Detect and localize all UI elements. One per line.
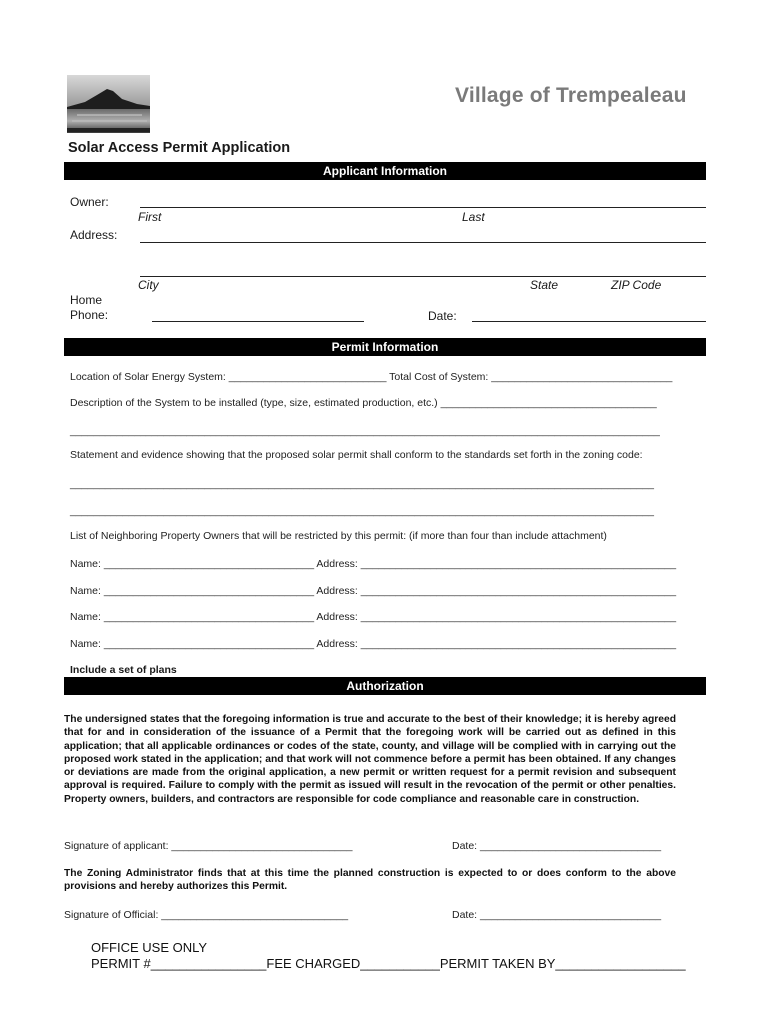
zip-caption: ZIP Code <box>611 278 662 292</box>
city-caption: City <box>138 278 159 292</box>
mountain-lake-photo <box>67 75 150 133</box>
neighbor-row[interactable]: Name: ____________________________________ Address: ______________________________________________________ <box>70 638 677 650</box>
neighbors-instruction: List of Neighboring Property Owners that will be restricted by this permit: (if more than four than include attachment) <box>70 530 607 542</box>
state-caption: State <box>530 278 559 292</box>
date-label: Date: <box>428 309 457 323</box>
neighbor-row[interactable]: Name: ____________________________________ Address: ______________________________________________________ <box>70 585 677 597</box>
description-line[interactable]: Description of the System to be installed (type, size, estimated production, etc.) _____________________________________ <box>70 397 657 409</box>
neighbor-row[interactable]: Name: ____________________________________ Address: ______________________________________________________ <box>70 611 677 623</box>
owner-name-field[interactable] <box>140 207 706 208</box>
permit-section-header: Permit Information <box>64 338 706 356</box>
applicant-date-field[interactable] <box>472 321 706 322</box>
office-use-heading: OFFICE USE ONLY <box>91 940 208 955</box>
city-state-zip-field[interactable] <box>140 276 706 277</box>
authorization-section-header: Authorization <box>64 677 706 695</box>
official-signature-line[interactable]: Signature of Official: ________________________________ <box>64 909 349 921</box>
statement-blank-line-2[interactable]: ____________________________________________________________________________________________________ <box>70 505 654 517</box>
applicant-signature-line[interactable]: Signature of applicant: _______________________________ <box>64 840 353 852</box>
statement-blank-line-1[interactable]: ____________________________________________________________________________________________________ <box>70 478 654 490</box>
address-field[interactable] <box>140 242 706 243</box>
applicant-signature-date[interactable]: Date: _______________________________ <box>452 840 662 852</box>
official-signature-date[interactable]: Date: _______________________________ <box>452 909 662 921</box>
address-label: Address: <box>70 228 118 242</box>
location-cost-line[interactable]: Location of Solar Energy System: ___________________________ Total Cost of System: _______________________________ <box>70 371 673 383</box>
statement-line: Statement and evidence showing that the proposed solar permit shall conform to the standards set forth in the zoning code: <box>70 449 643 461</box>
owner-label: Owner: <box>70 195 109 209</box>
home-phone-field[interactable] <box>152 321 364 322</box>
home-label: Home <box>70 293 103 307</box>
form-title: Solar Access Permit Application <box>68 140 291 156</box>
description-blank-line[interactable]: _____________________________________________________________________________________________________ <box>70 425 660 437</box>
village-logo-image <box>67 75 150 133</box>
applicant-section-header: Applicant Information <box>64 162 706 180</box>
first-name-caption: First <box>138 210 162 224</box>
zoning-admin-paragraph: The Zoning Administrator finds that at this time the planned construction is expected to or does conform to the above provisions and hereby authorizes this Permit. <box>64 868 676 893</box>
last-name-caption: Last <box>462 210 485 224</box>
phone-label: Phone: <box>70 308 109 322</box>
neighbor-row[interactable]: Name: ____________________________________ Address: ______________________________________________________ <box>70 558 677 570</box>
village-title: Village of Trempealeau <box>455 84 687 107</box>
office-use-fields[interactable]: PERMIT #________________FEE CHARGED___________PERMIT TAKEN BY__________________ <box>91 956 686 971</box>
authorization-paragraph: The undersigned states that the foregoing information is true and accurate to the best of their knowledge; it is hereby agreed that for and in consideration of the issuance of a Permit that the foregoing work will be carried out as defined in this application; that all applicable ordinances or codes of the state, county, and village will be complied with in carrying out the proposed work stated in the application; and that work will not commence before a permit has been obtained. If any changes or deviations are made from the original application, a new permit or written request for a permit revision and subsequent approval is required. Failure to comply with the permit as issued will result in the revocation of the permit or other penalties. Property owners, builders, and contractors are responsible for code compliance and reasonable care in construction. <box>64 714 676 805</box>
plans-note: Include a set of plans <box>70 664 177 676</box>
